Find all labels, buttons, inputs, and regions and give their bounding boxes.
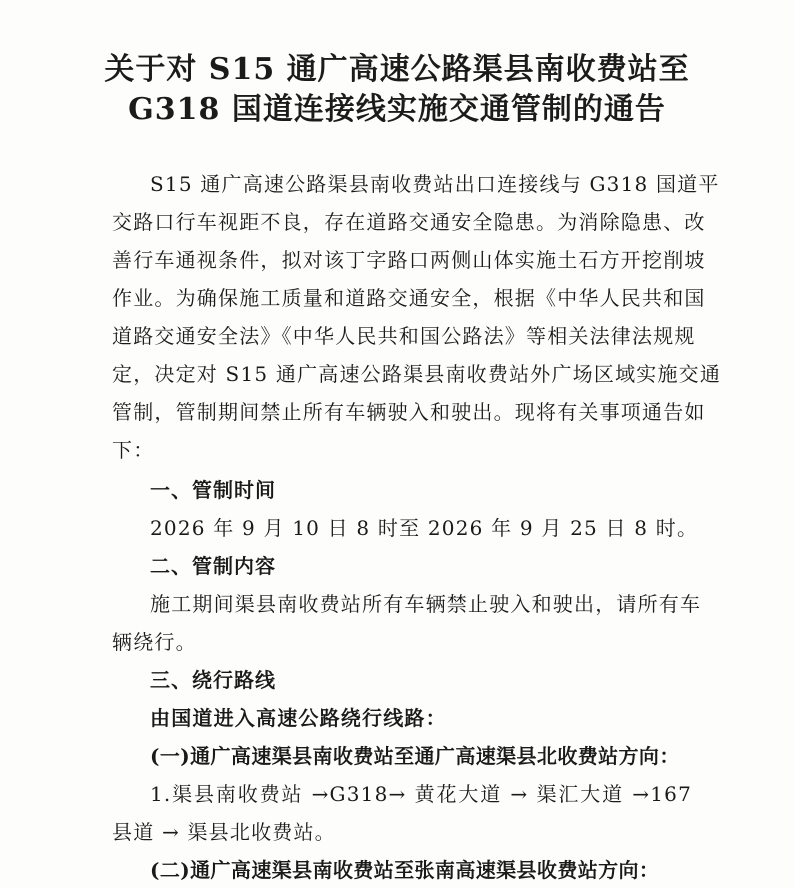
paragraph-line: 管制，管制期间禁止所有车辆驶入和驶出。现将有关事项通告如 [112,400,706,424]
route1-text-line: 1.渠县南收费站 →G318→ 黄花大道 → 渠汇大道 →167 [150,782,692,806]
section-text-content-line: 辆绕行。 [112,630,197,654]
paragraph-line: 作业。为确保施工质量和道路交通安全，根据《中华人民共和国 [112,286,706,310]
route1-heading: (一)通广高速渠县南收费站至通广高速渠县北收费站方向： [150,744,680,768]
paragraph-line: 交路口行车视距不良，存在道路交通安全隐患。为消除隐患、改 [112,210,706,234]
paragraph-line: 定，决定对 S15 通广高速公路渠县南收费站外广场区域实施交通 [112,362,722,386]
section-heading-time: 一、管制时间 [150,478,276,502]
document-title-line-2: G318 国道连接线实施交通管制的通告 [128,92,666,127]
section-text-content-line: 施工期间渠县南收费站所有车辆禁止驶入和驶出，请所有车 [150,592,702,616]
section-heading-route: 三、绕行路线 [150,668,276,692]
route1-text-line: 县道 → 渠县北收费站。 [112,820,336,844]
route-subheading: 由国道进入高速公路绕行线路： [150,706,447,730]
section-text-time: 2026 年 9 月 10 日 8 时至 2026 年 9 月 25 日 8 时。 [150,516,699,540]
paragraph-line: 善行车通视条件，拟对该丁字路口两侧山体实施土石方开挖削坡 [112,248,706,272]
paragraph-line: S15 通广高速公路渠县南收费站出口连接线与 G318 国道平 [150,172,720,196]
section-heading-content: 二、管制内容 [150,554,276,578]
paragraph-line: 道路交通安全法》《中华人民共和国公路法》等相关法律法规规 [112,324,696,348]
route2-heading: (二)通广高速渠县南收费站至张南高速渠县收费站方向： [150,858,660,882]
paragraph-line: 下： [112,438,155,462]
document-title-line-1: 关于对 S15 通广高速公路渠县南收费站至 [104,52,690,87]
